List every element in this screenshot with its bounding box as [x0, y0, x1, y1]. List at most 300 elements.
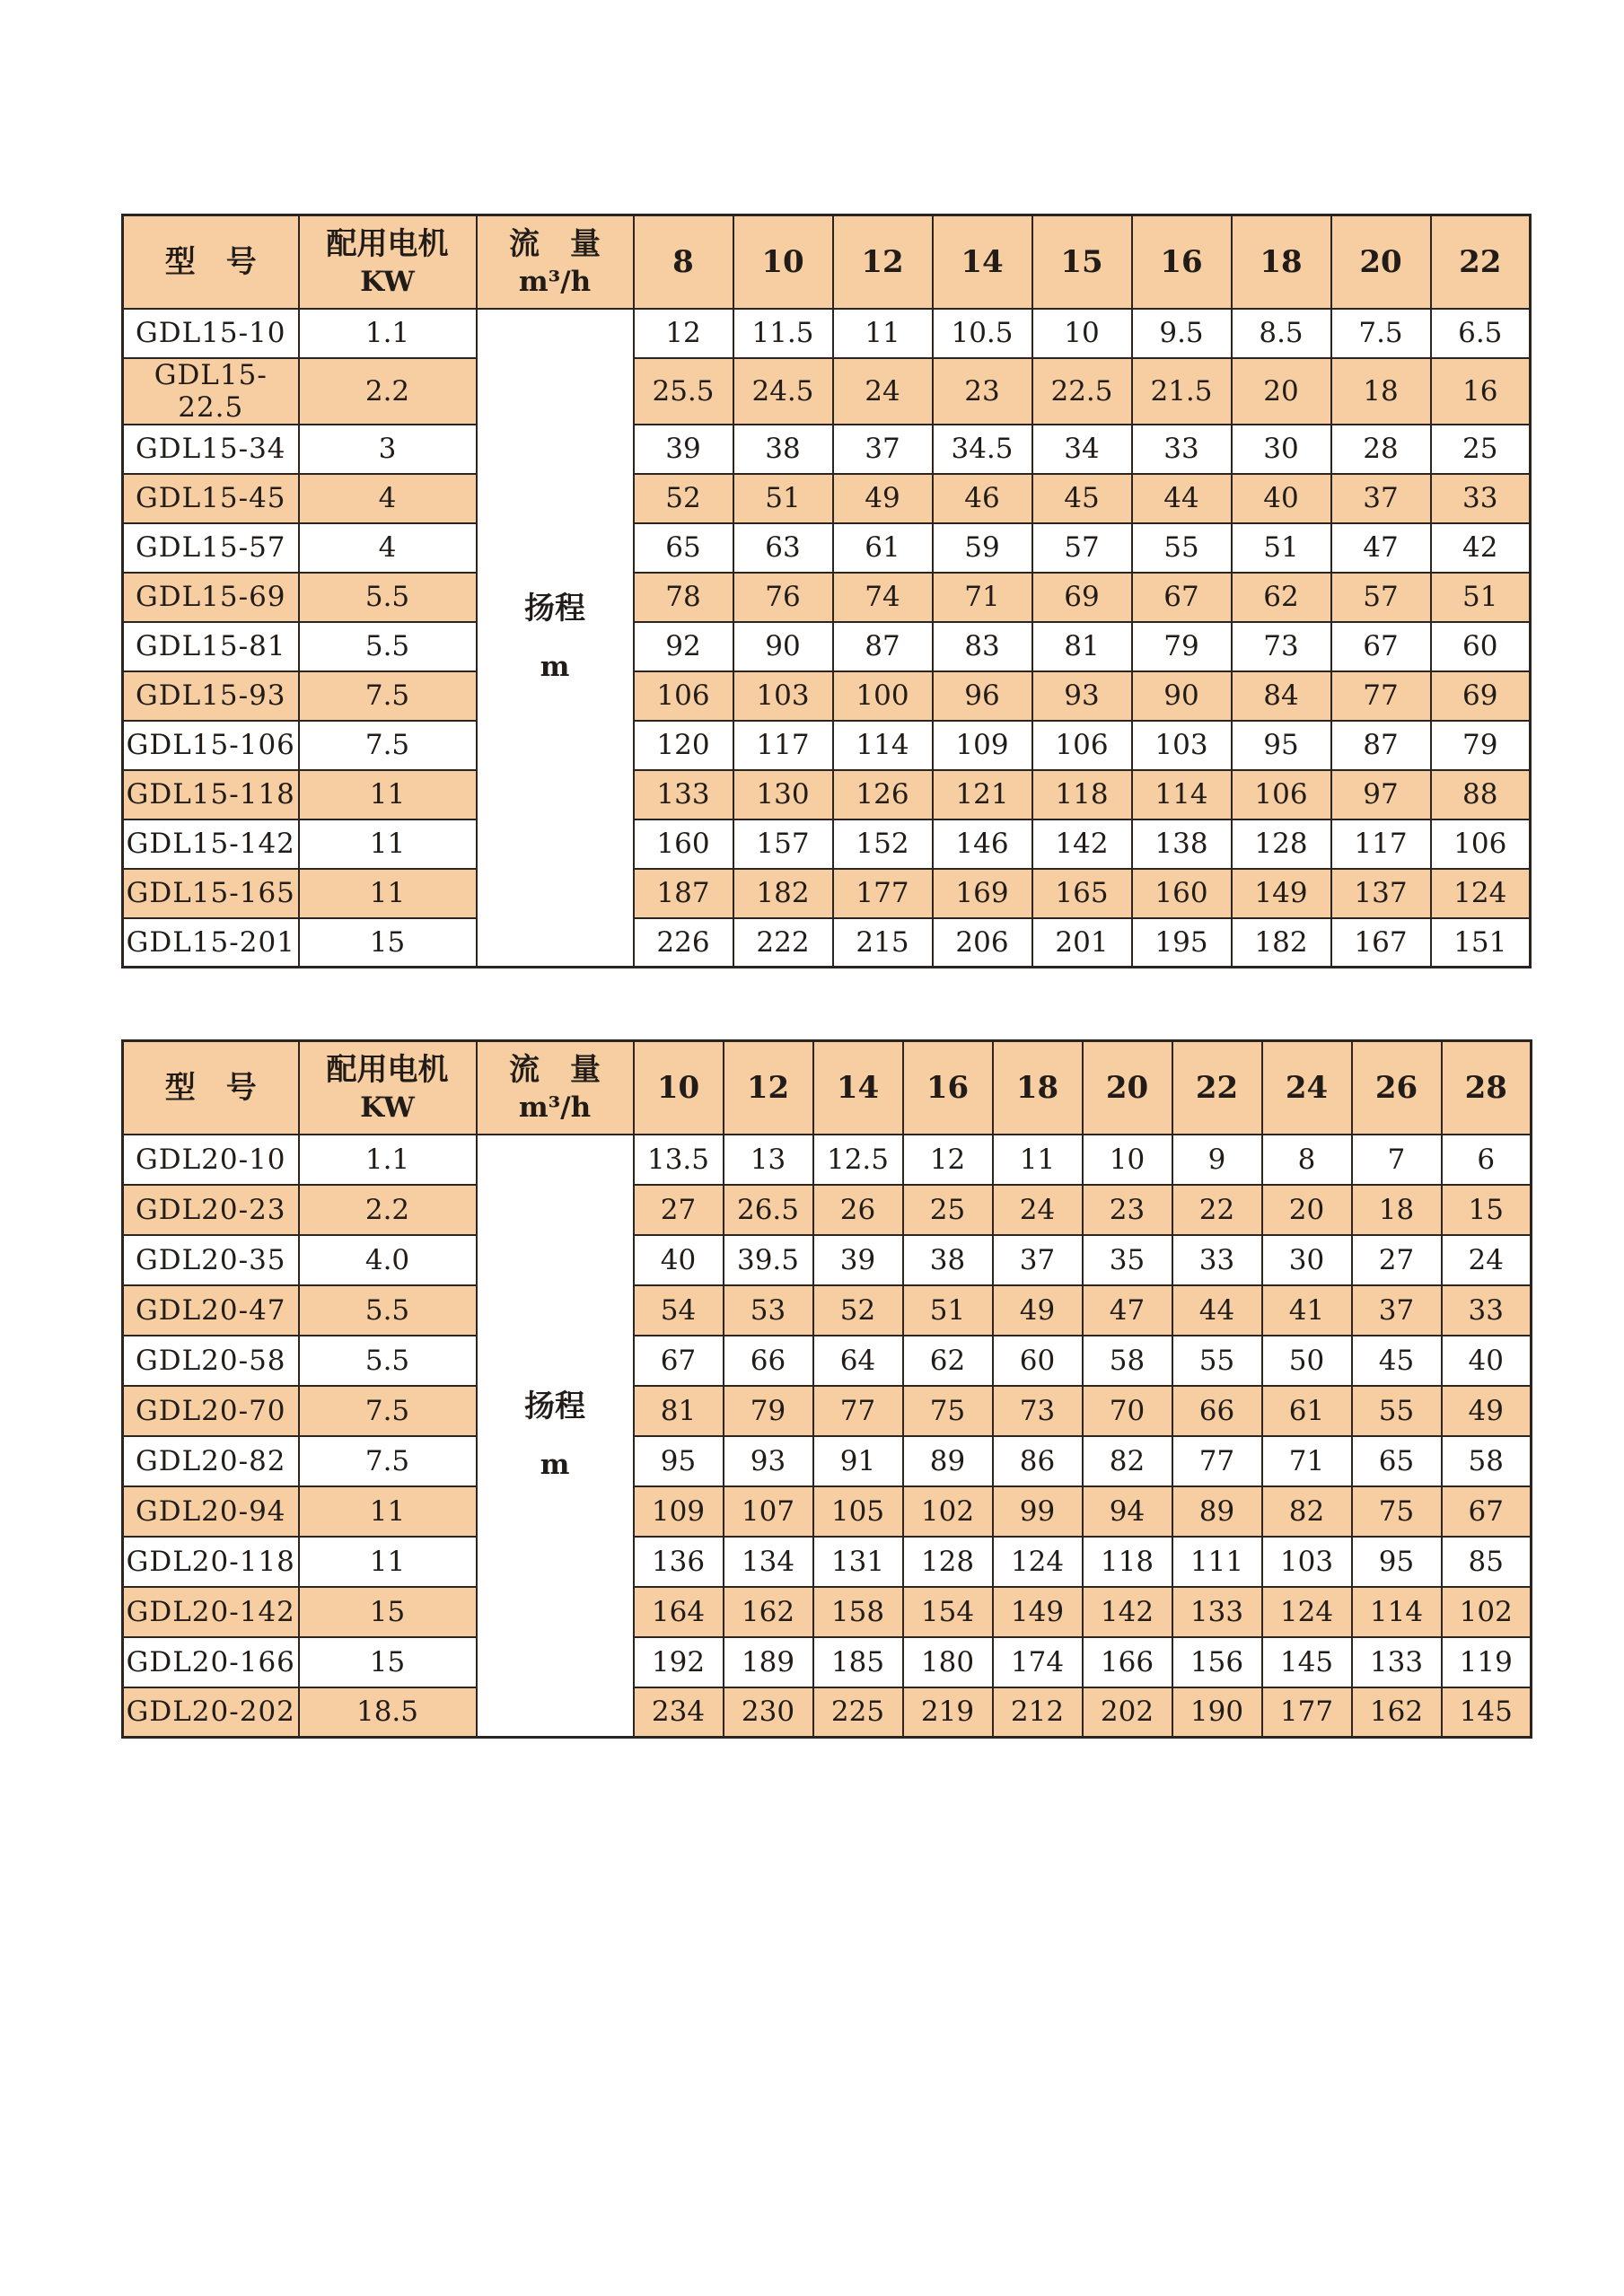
head-value-cell: 145: [1262, 1637, 1352, 1687]
model-cell: GDL15-142: [123, 819, 299, 869]
head-value-cell: 222: [733, 918, 833, 968]
table-row: [123, 1587, 1532, 1637]
head-value-cell: 26: [813, 1185, 903, 1235]
flow-value-column-header: 12: [833, 215, 933, 309]
head-value-cell: 26.5: [724, 1185, 813, 1235]
head-value-cell: 58: [1083, 1336, 1172, 1386]
motor-kw-cell: 11: [299, 1486, 477, 1537]
head-value-cell: 162: [1352, 1687, 1442, 1738]
head-value-cell: 50: [1262, 1336, 1352, 1386]
head-value-cell: 22.5: [1032, 358, 1132, 425]
gdl20-spec-table: [121, 1039, 1532, 1739]
flow-value-column-header: 16: [1132, 215, 1232, 309]
head-value-cell: 16: [1431, 358, 1531, 425]
head-value-cell: 64: [813, 1336, 903, 1386]
motor-kw-cell: 11: [299, 819, 477, 869]
flow-value-column-header: 8: [634, 215, 733, 309]
head-value-cell: 39: [813, 1235, 903, 1285]
head-value-cell: 11.5: [733, 309, 833, 358]
table-row: [123, 918, 1531, 968]
table-row: [123, 671, 1531, 721]
model-cell: GDL20-82: [123, 1436, 299, 1486]
head-value-cell: 10: [1083, 1135, 1172, 1185]
flow-value-column-header: 18: [1232, 215, 1331, 309]
table-row: [123, 1436, 1532, 1486]
head-value-cell: 88: [1431, 770, 1531, 819]
head-value-cell: 77: [1331, 671, 1431, 721]
head-value-cell: 133: [1172, 1587, 1262, 1637]
head-value-cell: 40: [634, 1235, 724, 1285]
head-value-cell: 12: [634, 309, 733, 358]
head-value-cell: 152: [833, 819, 933, 869]
model-cell: GDL20-94: [123, 1486, 299, 1537]
head-value-cell: 9.5: [1132, 309, 1232, 358]
head-value-cell: 177: [833, 869, 933, 918]
motor-kw-cell: 2.2: [299, 1185, 477, 1235]
head-meters-label-line2: m: [540, 651, 570, 684]
head-value-cell: 39.5: [724, 1235, 813, 1285]
head-value-cell: 95: [1352, 1537, 1442, 1587]
head-value-cell: 58: [1442, 1436, 1532, 1486]
head-value-cell: 71: [1262, 1436, 1352, 1486]
head-value-cell: 77: [1172, 1436, 1262, 1486]
head-value-cell: 51: [733, 474, 833, 523]
head-value-cell: 74: [833, 573, 933, 622]
head-value-cell: 105: [813, 1486, 903, 1537]
head-value-cell: 40: [1442, 1336, 1532, 1386]
table-row: [123, 770, 1531, 819]
head-value-cell: 67: [634, 1336, 724, 1386]
head-value-cell: 76: [733, 573, 833, 622]
head-value-cell: 18: [1331, 358, 1431, 425]
head-value-cell: 69: [1431, 671, 1531, 721]
motor-kw-cell: 5.5: [299, 1285, 477, 1336]
head-value-cell: 18: [1352, 1185, 1442, 1235]
head-value-cell: 89: [903, 1436, 993, 1486]
head-value-cell: 79: [724, 1386, 813, 1436]
head-value-cell: 37: [993, 1235, 1083, 1285]
motor-kw-label-line2: KW: [360, 265, 415, 298]
head-value-cell: 42: [1431, 523, 1531, 573]
flow-value-column-header: 14: [933, 215, 1032, 309]
head-value-cell: 52: [634, 474, 733, 523]
head-value-cell: 131: [813, 1537, 903, 1587]
flow-rate-column-header: [477, 215, 634, 309]
head-value-cell: 114: [1352, 1587, 1442, 1637]
table-row: [123, 1386, 1532, 1436]
flow-value-column-header: 18: [993, 1041, 1083, 1135]
head-value-cell: 93: [1032, 671, 1132, 721]
gdl15-spec-table: [121, 214, 1532, 968]
head-value-cell: 149: [1232, 869, 1331, 918]
head-value-cell: 39: [634, 425, 733, 474]
head-value-cell: 12.5: [813, 1135, 903, 1185]
table-row: [123, 819, 1531, 869]
head-value-cell: 23: [1083, 1185, 1172, 1235]
head-value-cell: 24: [993, 1185, 1083, 1235]
head-value-cell: 20: [1262, 1185, 1352, 1235]
head-value-cell: 106: [1232, 770, 1331, 819]
head-meters-label-line2: m: [540, 1449, 570, 1482]
head-value-cell: 182: [733, 869, 833, 918]
head-value-cell: 77: [813, 1386, 903, 1436]
model-cell: GDL15-201: [123, 918, 299, 968]
head-value-cell: 119: [1442, 1637, 1532, 1687]
head-value-cell: 84: [1232, 671, 1331, 721]
head-value-cell: 65: [1352, 1436, 1442, 1486]
head-value-cell: 12: [903, 1135, 993, 1185]
head-value-cell: 10: [1032, 309, 1132, 358]
head-value-cell: 137: [1331, 869, 1431, 918]
head-value-cell: 62: [903, 1336, 993, 1386]
head-value-cell: 25: [1431, 425, 1531, 474]
head-value-cell: 33: [1172, 1235, 1262, 1285]
head-value-cell: 33: [1431, 474, 1531, 523]
table-row: [123, 1486, 1532, 1537]
head-value-cell: 40: [1232, 474, 1331, 523]
head-value-cell: 190: [1172, 1687, 1262, 1738]
head-value-cell: 13: [724, 1135, 813, 1185]
head-value-cell: 212: [993, 1687, 1083, 1738]
table-row: [123, 1285, 1532, 1336]
flow-rate-label-line2: m³/h: [518, 265, 592, 298]
head-value-cell: 133: [634, 770, 733, 819]
head-value-cell: 6.5: [1431, 309, 1531, 358]
table-row: [123, 523, 1531, 573]
head-value-cell: 177: [1262, 1687, 1352, 1738]
head-value-cell: 117: [733, 721, 833, 770]
table-row: [123, 1336, 1532, 1386]
head-value-cell: 124: [1262, 1587, 1352, 1637]
head-value-cell: 136: [634, 1537, 724, 1587]
model-cell: GDL20-70: [123, 1386, 299, 1436]
head-value-cell: 13.5: [634, 1135, 724, 1185]
head-value-cell: 27: [634, 1185, 724, 1235]
head-value-cell: 109: [634, 1486, 724, 1537]
head-value-cell: 103: [1132, 721, 1232, 770]
header-row: [123, 215, 1531, 309]
head-value-cell: 195: [1132, 918, 1232, 968]
head-value-cell: 117: [1331, 819, 1431, 869]
motor-kw-cell: 3: [299, 425, 477, 474]
motor-kw-cell: 4.0: [299, 1235, 477, 1285]
model-cell: GDL20-47: [123, 1285, 299, 1336]
model-cell: GDL15-34: [123, 425, 299, 474]
head-value-cell: 34: [1032, 425, 1132, 474]
head-value-cell: 126: [833, 770, 933, 819]
head-value-cell: 201: [1032, 918, 1132, 968]
head-value-cell: 138: [1132, 819, 1232, 869]
head-value-cell: 69: [1032, 573, 1132, 622]
head-value-cell: 67: [1331, 622, 1431, 671]
head-value-cell: 24.5: [733, 358, 833, 425]
motor-kw-cell: 7.5: [299, 671, 477, 721]
head-value-cell: 92: [634, 622, 733, 671]
head-value-cell: 114: [833, 721, 933, 770]
head-value-cell: 185: [813, 1637, 903, 1687]
head-value-cell: 97: [1331, 770, 1431, 819]
head-value-cell: 82: [1083, 1436, 1172, 1486]
flow-value-column-header: 28: [1442, 1041, 1532, 1135]
flow-value-column-header: 26: [1352, 1041, 1442, 1135]
head-value-cell: 10.5: [933, 309, 1032, 358]
head-value-cell: 57: [1331, 573, 1431, 622]
head-value-cell: 44: [1172, 1285, 1262, 1336]
head-value-cell: 66: [724, 1336, 813, 1386]
head-value-cell: 67: [1132, 573, 1232, 622]
motor-kw-cell: 2.2: [299, 358, 477, 425]
head-value-cell: 35: [1083, 1235, 1172, 1285]
head-value-cell: 30: [1262, 1235, 1352, 1285]
head-value-cell: 49: [1442, 1386, 1532, 1436]
head-value-cell: 121: [933, 770, 1032, 819]
head-value-cell: 202: [1083, 1687, 1172, 1738]
table-row: [123, 1235, 1532, 1285]
model-cell: GDL20-58: [123, 1336, 299, 1386]
head-value-cell: 96: [933, 671, 1032, 721]
head-meters-merged-cell: [477, 309, 634, 968]
head-value-cell: 85: [1442, 1537, 1532, 1587]
head-value-cell: 55: [1132, 523, 1232, 573]
model-cell: GDL15-69: [123, 573, 299, 622]
head-value-cell: 87: [1331, 721, 1431, 770]
head-value-cell: 165: [1032, 869, 1132, 918]
head-value-cell: 160: [634, 819, 733, 869]
head-value-cell: 60: [1431, 622, 1531, 671]
head-value-cell: 23: [933, 358, 1032, 425]
head-value-cell: 78: [634, 573, 733, 622]
head-value-cell: 57: [1032, 523, 1132, 573]
head-value-cell: 11: [833, 309, 933, 358]
head-value-cell: 128: [1232, 819, 1331, 869]
head-value-cell: 106: [1032, 721, 1132, 770]
head-value-cell: 66: [1172, 1386, 1262, 1436]
head-value-cell: 95: [1232, 721, 1331, 770]
head-value-cell: 219: [903, 1687, 993, 1738]
model-cell: GDL15-81: [123, 622, 299, 671]
head-value-cell: 142: [1032, 819, 1132, 869]
table-row: [123, 622, 1531, 671]
table-row: [123, 721, 1531, 770]
head-value-cell: 7: [1352, 1135, 1442, 1185]
head-value-cell: 206: [933, 918, 1032, 968]
head-value-cell: 75: [903, 1386, 993, 1436]
head-value-cell: 22: [1172, 1185, 1262, 1235]
motor-kw-cell: 7.5: [299, 1436, 477, 1486]
head-value-cell: 51: [903, 1285, 993, 1336]
head-value-cell: 86: [993, 1436, 1083, 1486]
head-value-cell: 45: [1032, 474, 1132, 523]
head-value-cell: 37: [1331, 474, 1431, 523]
head-value-cell: 79: [1132, 622, 1232, 671]
head-value-cell: 167: [1331, 918, 1431, 968]
head-meters-label-line1: 扬程: [524, 591, 585, 627]
head-value-cell: 21.5: [1132, 358, 1232, 425]
head-value-cell: 70: [1083, 1386, 1172, 1436]
table-row: [123, 309, 1531, 358]
model-cell: GDL20-202: [123, 1687, 299, 1738]
head-value-cell: 95: [634, 1436, 724, 1486]
head-value-cell: 54: [634, 1285, 724, 1336]
flow-rate-label-line1: 流 量: [509, 225, 601, 262]
head-value-cell: 6: [1442, 1135, 1532, 1185]
head-value-cell: 87: [833, 622, 933, 671]
head-value-cell: 73: [1232, 622, 1331, 671]
model-cell: GDL20-118: [123, 1537, 299, 1587]
head-value-cell: 189: [724, 1637, 813, 1687]
motor-kw-label-line2: KW: [360, 1091, 415, 1124]
table-row: [123, 869, 1531, 918]
head-value-cell: 99: [993, 1486, 1083, 1537]
head-value-cell: 109: [933, 721, 1032, 770]
model-cell: GDL20-10: [123, 1135, 299, 1185]
motor-kw-cell: 5.5: [299, 622, 477, 671]
head-value-cell: 156: [1172, 1637, 1262, 1687]
head-value-cell: 166: [1083, 1637, 1172, 1687]
head-value-cell: 114: [1132, 770, 1232, 819]
head-value-cell: 130: [733, 770, 833, 819]
head-value-cell: 103: [733, 671, 833, 721]
head-value-cell: 94: [1083, 1486, 1172, 1537]
head-value-cell: 107: [724, 1486, 813, 1537]
head-value-cell: 81: [634, 1386, 724, 1436]
head-value-cell: 111: [1172, 1537, 1262, 1587]
head-value-cell: 15: [1442, 1185, 1532, 1235]
head-value-cell: 49: [833, 474, 933, 523]
motor-kw-cell: 4: [299, 474, 477, 523]
table-row: [123, 1637, 1532, 1687]
model-cell: GDL15-118: [123, 770, 299, 819]
model-cell: GDL15-45: [123, 474, 299, 523]
motor-kw-cell: 7.5: [299, 721, 477, 770]
flow-value-column-header: 22: [1431, 215, 1531, 309]
motor-kw-cell: 15: [299, 1587, 477, 1637]
motor-kw-cell: 5.5: [299, 1336, 477, 1386]
head-value-cell: 226: [634, 918, 733, 968]
motor-kw-cell: 5.5: [299, 573, 477, 622]
head-value-cell: 51: [1232, 523, 1331, 573]
table-row: [123, 573, 1531, 622]
head-value-cell: 73: [993, 1386, 1083, 1436]
flow-value-column-header: 14: [813, 1041, 903, 1135]
head-value-cell: 62: [1232, 573, 1331, 622]
motor-kw-cell: 1.1: [299, 309, 477, 358]
head-value-cell: 187: [634, 869, 733, 918]
head-value-cell: 53: [724, 1285, 813, 1336]
head-value-cell: 90: [733, 622, 833, 671]
head-value-cell: 28: [1331, 425, 1431, 474]
head-value-cell: 162: [724, 1587, 813, 1637]
head-value-cell: 154: [903, 1587, 993, 1637]
head-value-cell: 91: [813, 1436, 903, 1486]
head-value-cell: 124: [993, 1537, 1083, 1587]
flow-rate-column-header: [477, 1041, 634, 1135]
flow-value-column-header: 10: [733, 215, 833, 309]
head-value-cell: 37: [1352, 1285, 1442, 1336]
table-row: [123, 425, 1531, 474]
head-value-cell: 145: [1442, 1687, 1532, 1738]
motor-kw-cell: 15: [299, 1637, 477, 1687]
head-value-cell: 180: [903, 1637, 993, 1687]
head-value-cell: 118: [1083, 1537, 1172, 1587]
head-value-cell: 83: [933, 622, 1032, 671]
head-value-cell: 24: [1442, 1235, 1532, 1285]
head-value-cell: 38: [733, 425, 833, 474]
head-value-cell: 7.5: [1331, 309, 1431, 358]
head-value-cell: 142: [1083, 1587, 1172, 1637]
head-value-cell: 30: [1232, 425, 1331, 474]
head-value-cell: 102: [903, 1486, 993, 1537]
head-value-cell: 79: [1431, 721, 1531, 770]
head-value-cell: 8.5: [1232, 309, 1331, 358]
flow-value-column-header: 22: [1172, 1041, 1262, 1135]
header-row: [123, 1041, 1532, 1135]
head-value-cell: 33: [1442, 1285, 1532, 1336]
head-value-cell: 174: [993, 1637, 1083, 1687]
head-value-cell: 27: [1352, 1235, 1442, 1285]
head-value-cell: 169: [933, 869, 1032, 918]
head-value-cell: 47: [1331, 523, 1431, 573]
table-row: [123, 1687, 1532, 1738]
motor-kw-cell: 11: [299, 869, 477, 918]
head-value-cell: 90: [1132, 671, 1232, 721]
flow-value-column-header: 16: [903, 1041, 993, 1135]
head-value-cell: 61: [833, 523, 933, 573]
head-value-cell: 215: [833, 918, 933, 968]
head-value-cell: 44: [1132, 474, 1232, 523]
flow-rate-label-line2: m³/h: [518, 1091, 592, 1124]
model-cell: GDL20-35: [123, 1235, 299, 1285]
head-value-cell: 46: [933, 474, 1032, 523]
table-row: [123, 1537, 1532, 1587]
head-value-cell: 128: [903, 1537, 993, 1587]
motor-kw-cell: 1.1: [299, 1135, 477, 1185]
head-value-cell: 158: [813, 1587, 903, 1637]
head-value-cell: 93: [724, 1436, 813, 1486]
model-column-header: 型 号: [123, 215, 299, 309]
head-value-cell: 118: [1032, 770, 1132, 819]
head-value-cell: 230: [724, 1687, 813, 1738]
model-cell: GDL15-22.5: [123, 358, 299, 425]
head-value-cell: 11: [993, 1135, 1083, 1185]
table-row: [123, 474, 1531, 523]
head-value-cell: 89: [1172, 1486, 1262, 1537]
head-value-cell: 8: [1262, 1135, 1352, 1185]
head-value-cell: 37: [833, 425, 933, 474]
flow-value-column-header: 10: [634, 1041, 724, 1135]
head-value-cell: 55: [1352, 1386, 1442, 1436]
head-value-cell: 103: [1262, 1537, 1352, 1587]
head-value-cell: 192: [634, 1637, 724, 1687]
head-value-cell: 63: [733, 523, 833, 573]
head-value-cell: 182: [1232, 918, 1331, 968]
motor-kw-column-header: [299, 1041, 477, 1135]
head-value-cell: 146: [933, 819, 1032, 869]
head-value-cell: 61: [1262, 1386, 1352, 1436]
head-value-cell: 134: [724, 1537, 813, 1587]
model-column-header: 型 号: [123, 1041, 299, 1135]
head-value-cell: 100: [833, 671, 933, 721]
model-cell: GDL15-165: [123, 869, 299, 918]
model-cell: GDL20-142: [123, 1587, 299, 1637]
model-cell: GDL15-93: [123, 671, 299, 721]
motor-kw-column-header: [299, 215, 477, 309]
head-value-cell: 67: [1442, 1486, 1532, 1537]
motor-kw-cell: 15: [299, 918, 477, 968]
flow-value-column-header: 15: [1032, 215, 1132, 309]
model-cell: GDL20-166: [123, 1637, 299, 1687]
flow-value-column-header: 20: [1083, 1041, 1172, 1135]
